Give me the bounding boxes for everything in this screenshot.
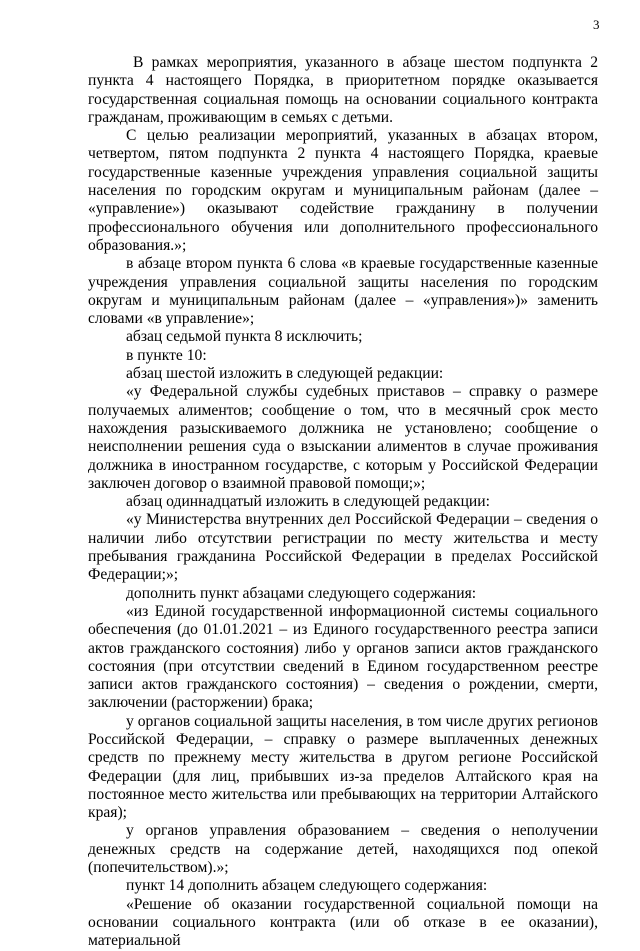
paragraph-5: в пункте 10: <box>126 346 207 364</box>
paragraph-1: В рамках мероприятия, указанного в абзаце шестом подпункта 2 пункта 4 настоящего Порядка, в приоритетном порядке оказывается государственная социальная помощь на основании социального контракта гражданам, проживающим в семьях с детьми. <box>88 54 598 126</box>
paragraph-13: у органов управления образованием – сведения о неполучении денежных средств на содержание детей, находящихся под опекой (попечительством).»; <box>88 822 598 877</box>
page-number: 3 <box>593 17 600 32</box>
paragraph-15: «Решение об оказании государственной социальной помощи на основании социального контракта (или об отказе в ее оказании), материальной <box>88 895 598 950</box>
paragraph-8: абзац одиннадцатый изложить в следующей редакции: <box>126 493 490 511</box>
paragraph-4: абзац седьмой пункта 8 исключить; <box>126 328 363 346</box>
paragraph-3: в абзаце втором пункта 6 слова «в краевые государственные казенные учреждения управления социальной защиты населения по городским округам и муниципальным районам (далее – «управления»)» заменить словами «в управление»; <box>88 255 598 328</box>
paragraph-11: «из Единой государственной информационной системы социального обеспечения (до 01.01.2021 – из Единого государственного реестра записи актов гражданского состояния) либо у органов записи актов гражданского состояния (при отсутствии сведений в Едином государственном реестре записи актов гражданского состояния) – сведения о рождении, смерти, заключении (расторжении) брака; <box>88 602 598 712</box>
paragraph-12: у органов социальной защиты населения, в том числе других регионов Российской Федерации, – справку о размере выплаченных денежных средств по прежнему месту жительства в другом регионе Российской Федерации (для лиц, прибывших из-за пределов Алтайского края на постоянное место жительства или пребывающих на территории Алтайского края); <box>88 712 598 822</box>
paragraph-2: С целью реализации мероприятий, указанных в абзацах втором, четвертом, пятом подпункта 2 пункта 4 настоящего Порядка, краевые государственные казенные учреждения управления социальной защиты населения по городским округам и муниципальным районам (далее – «управление») оказывают содействие гражданину в получении профессионального обучения или дополнительного профессионального образования.»; <box>88 127 598 254</box>
paragraph-6: абзац шестой изложить в следующей редакции: <box>126 365 444 383</box>
paragraph-10: дополнить пункт абзацами следующего содержания: <box>126 584 477 602</box>
document-body <box>88 54 598 951</box>
paragraph-7: «у Федеральной службы судебных приставов – справку о размере получаемых алиментов; сообщение о том, что в месячный срок место нахождения разыскиваемого должника не установлено; сообщение о неисполнении решения суда о взыскании алиментов в случае проживания должника в иностранном государстве, с которым у Российской Федерации заключен договор о взаимной правовой помощи;»; <box>88 383 598 492</box>
paragraph-14: пункт 14 дополнить абзацем следующего содержания: <box>126 877 488 895</box>
paragraph-9: «у Министерства внутренних дел Российской Федерации – сведения о наличии либо отсутствии регистрации по месту жительства и месту пребывания гражданина Российской Федерации в пределах Российской Федерации;»; <box>88 511 598 584</box>
